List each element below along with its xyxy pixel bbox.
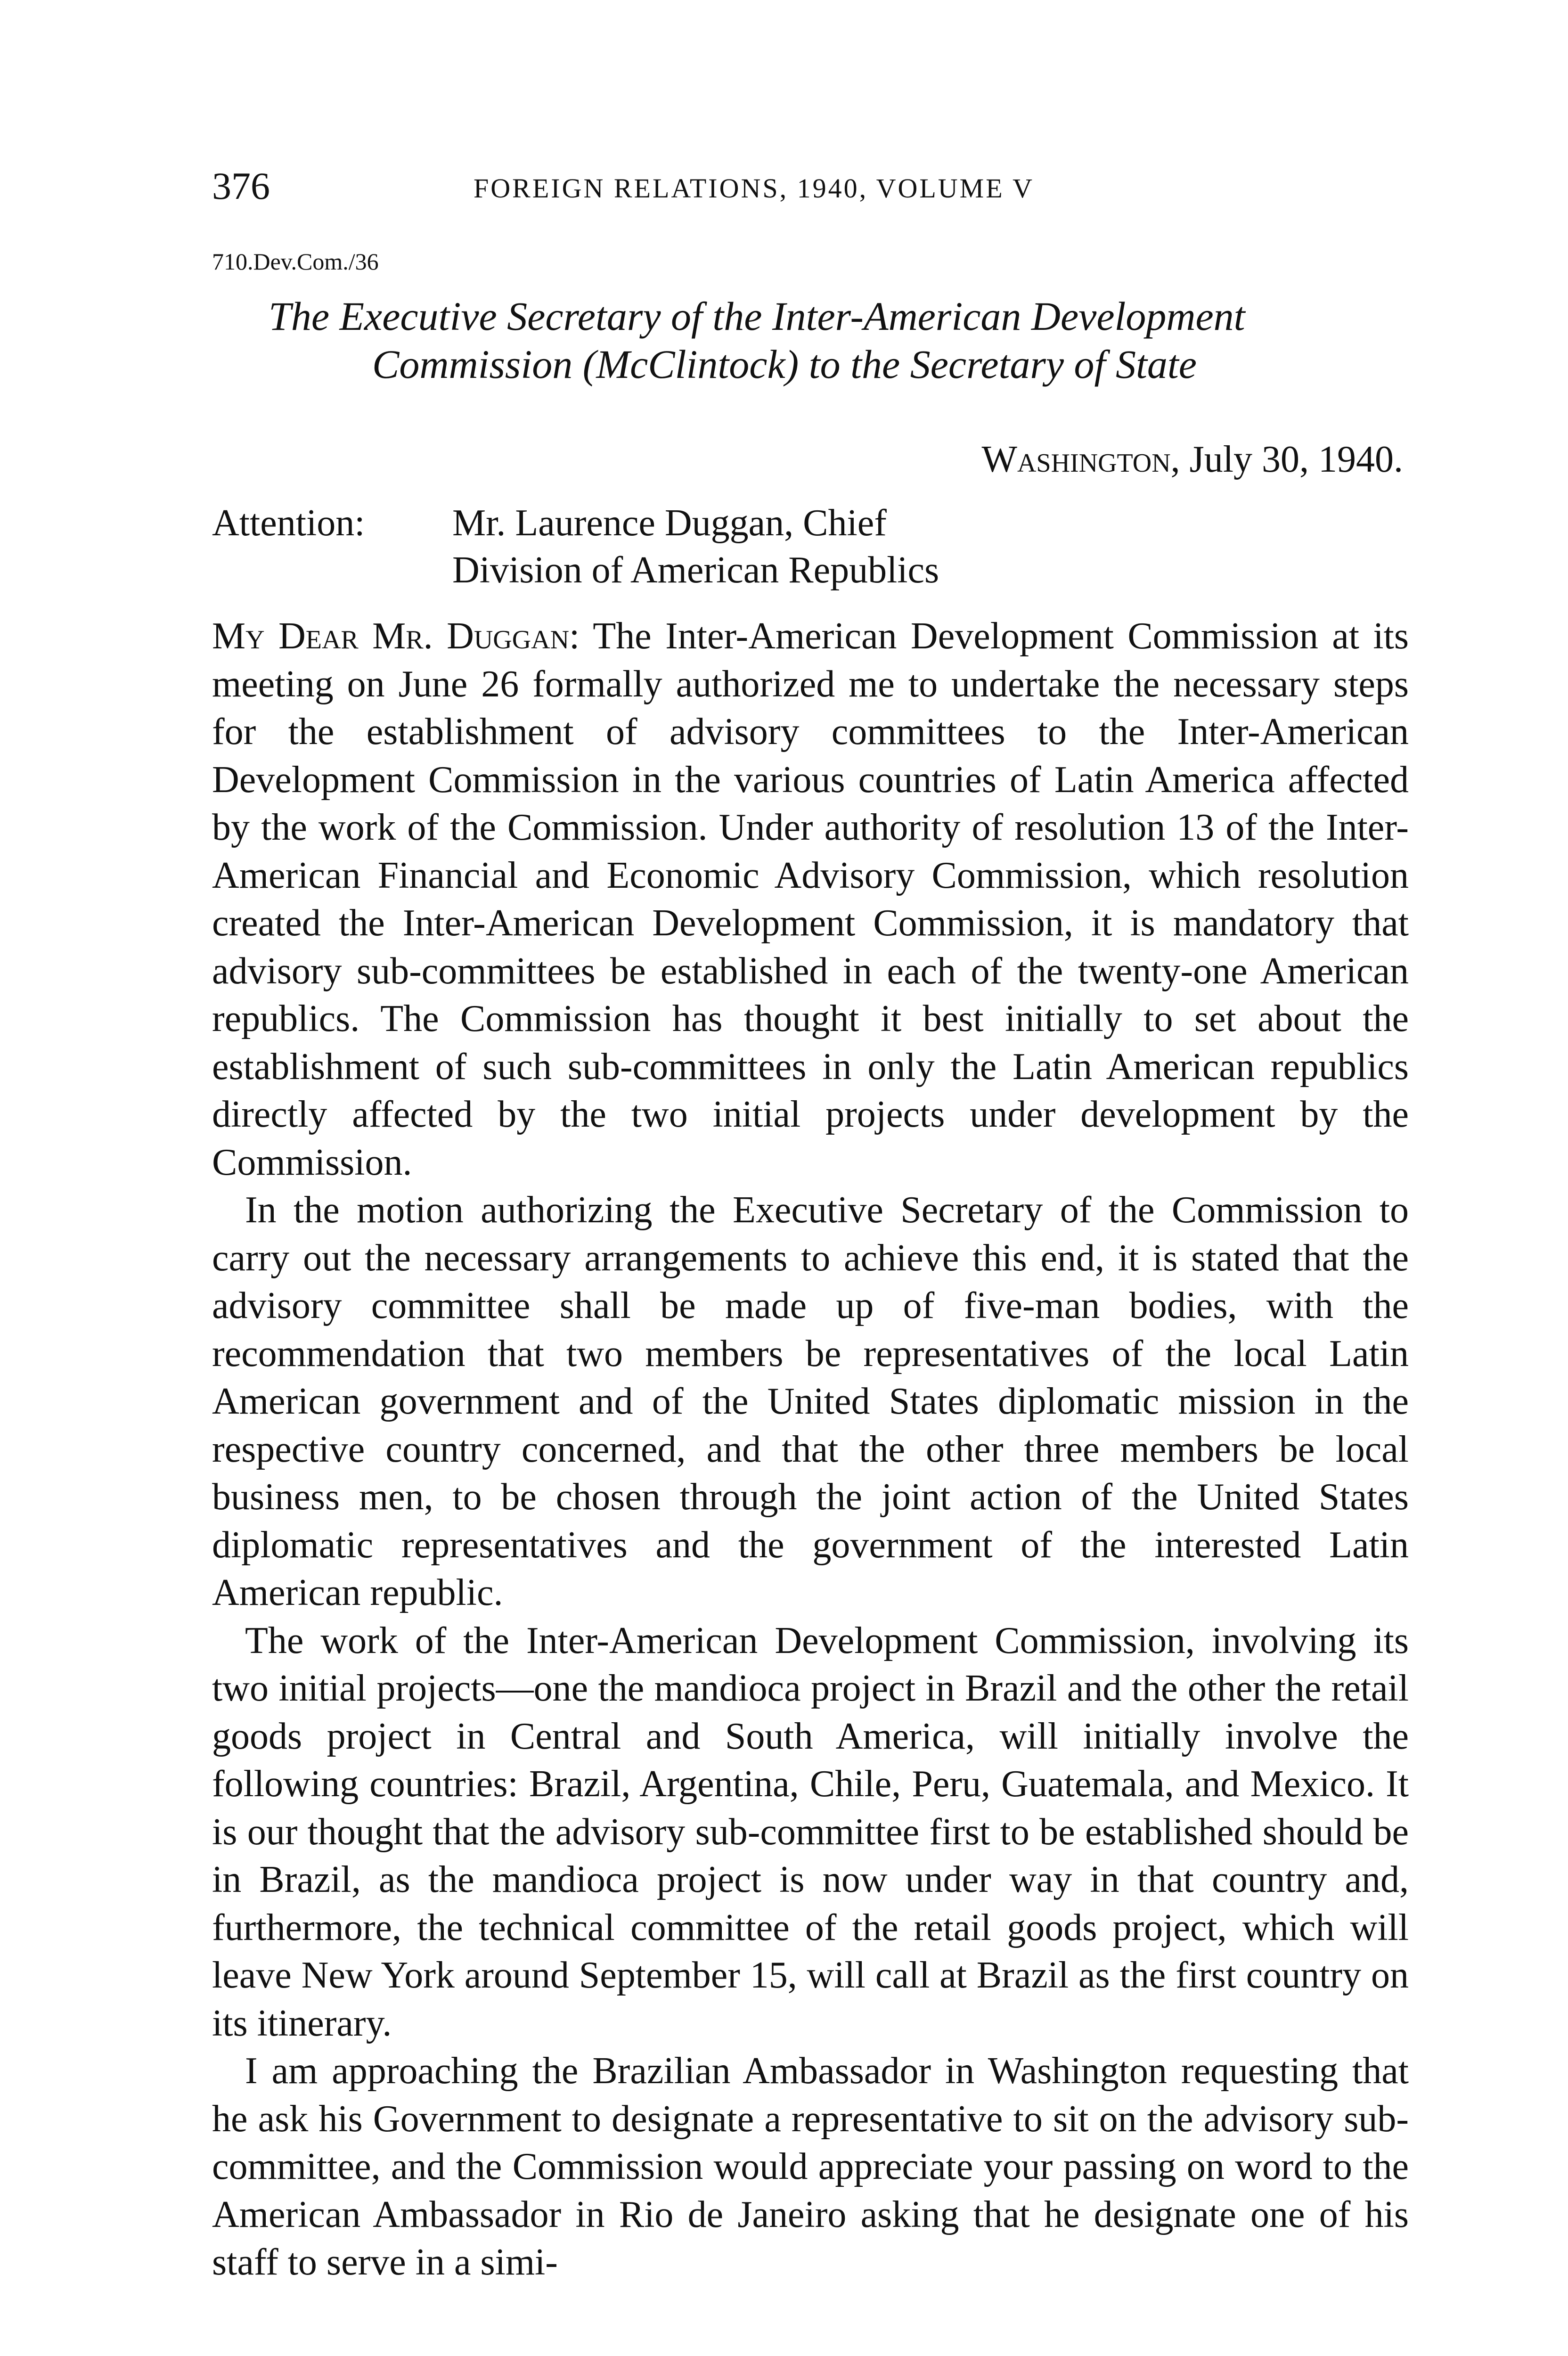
- file-number: 710.Dev.Com./36: [212, 248, 379, 275]
- salutation: My Dear Mr. Duggan:: [212, 615, 580, 657]
- body-paragraph: The work of the Inter-American Development Commission, involving its two initial projects—one the mandioca project in Brazil and the other the retail goods project in Central and South America, will initially involve the following countries: Brazil, Argentina, Chile, Peru, Guatemala, and Mexico. It is our thought that the advisory sub-committee first to be established should be in Brazil, as the mandioca project is now under way in that country and, furthermore, the technical committee of the retail goods project, which will leave New York around September 15, will call at Brazil as the first country on its itinerary.: [212, 1620, 1409, 2044]
- attention-label: Attention:: [212, 502, 365, 544]
- body-paragraph: [212, 613, 1409, 1186]
- attention-division: Division of American Republics: [452, 549, 939, 591]
- letter-body: [212, 613, 1409, 2287]
- dateline-place: Washington,: [981, 439, 1180, 480]
- body-paragraph: I am approaching the Brazilian Ambassador in Washington requesting that he ask his Government to designate a representative to sit on the advisory sub-committee, and the Commission would appreciate your passing on word to the American Ambassador in Rio de Janeiro asking that he designate one of his staff to serve in a simi-: [212, 2050, 1409, 2283]
- body-paragraph: In the motion authorizing the Executive Secretary of the Commission to carry out the necessary arrangements to achieve this end, it is stated that the advisory committee shall be made up of five-man bodies, with the recommendation that two members be representatives of the local Latin American government and of the United States diplomatic mission in the respective country concerned, and that the other three members be local business men, to be chosen through the joint action of the United States diplomatic representatives and the government of the interested Latin American republic.: [212, 1189, 1409, 1613]
- dateline-date: July 30, 1940.: [1189, 439, 1403, 480]
- document-title: [212, 292, 1390, 388]
- document-title-line-2: Commission (McClintock) to the Secretary of State: [372, 342, 1197, 387]
- dateline: [981, 436, 1403, 483]
- attention-block: [212, 499, 939, 594]
- attention-name: Mr. Laurence Duggan, Chief: [452, 502, 887, 544]
- paragraph-text: The Inter-American Development Commission at its meeting on June 26 formally authorized me to undertake the necessary steps for the establishment of advisory committees to the Inter-American Development Commission in the various countries of Latin America affected by the work of the Commission. Under authority of resolution 13 of the Inter-American Financial and Economic Advisory Commission, which resolution created the Inter-American Development Commission, it is mandatory that advisory sub-committees be established in each of the twenty-one American republics. The Commission has thought it best initially to set about the establishment of such sub-committees in only the Latin American republics directly affected by the two initial projects under development by the Commission.: [212, 615, 1409, 1183]
- page-number: 376: [212, 164, 270, 207]
- running-title: FOREIGN RELATIONS, 1940, VOLUME V: [474, 173, 1034, 204]
- document-title-line-1: The Executive Secretary of the Inter-American Development: [269, 294, 1245, 339]
- running-head: [212, 163, 1390, 219]
